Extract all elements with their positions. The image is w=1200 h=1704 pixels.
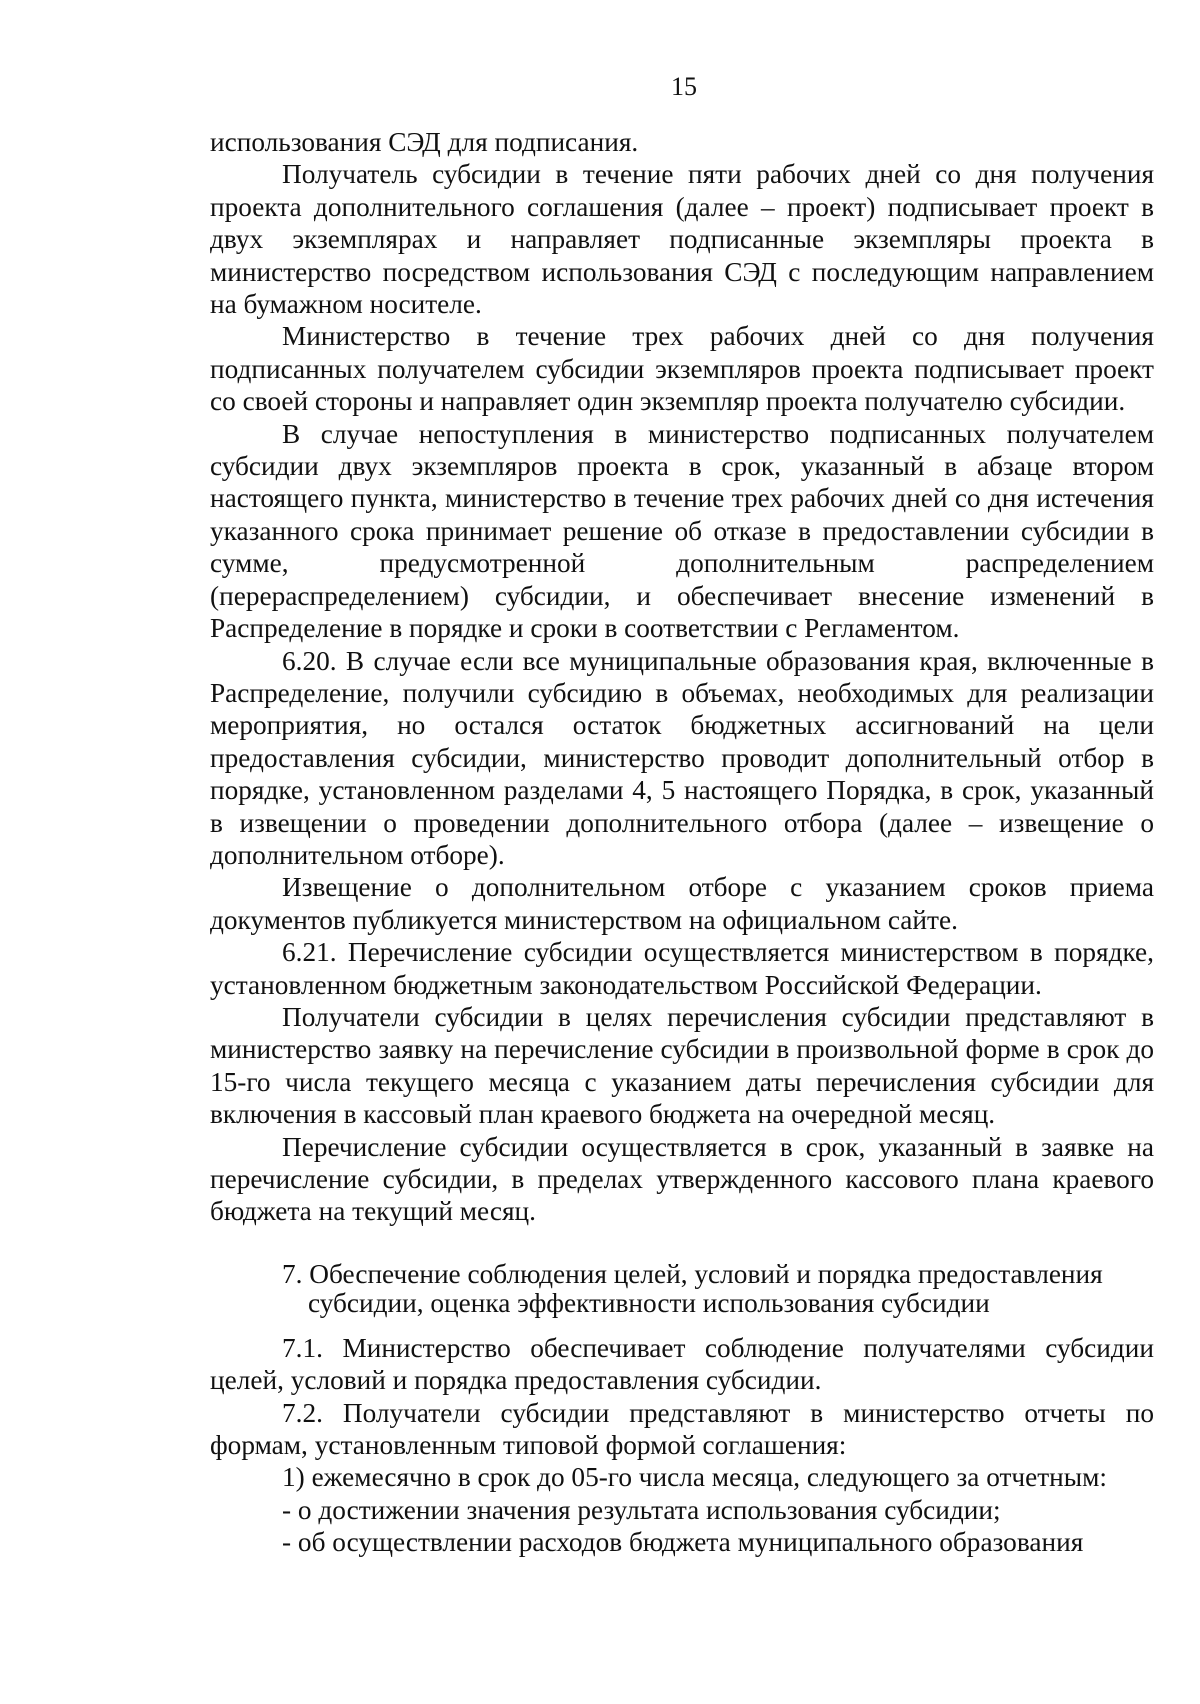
section-7-heading	[210, 1260, 1154, 1318]
page-number: 15	[671, 72, 697, 101]
paragraph-continuation: использования СЭД для подписания.	[210, 127, 639, 157]
paragraph: Получатели субсидии в целях перечисления субсидии представляют в министерство заявку на перечисление субсидии в произвольной форме в срок до 15-го числа текущего месяца с указанием даты перечисления субсидии для включения в кассовый план краевого бюджета на очередной месяц.	[210, 1001, 1154, 1130]
paragraph-7-1: 7.1. Министерство обеспечивает соблюдение получателями субсидии целей, условий и порядка предоставления субсидии.	[210, 1332, 1154, 1396]
body-text	[210, 126, 1154, 1559]
paragraph: В случае непоступления в министерство подписанных получателем субсидии двух экземпляров проекта в срок, указанный в абзаце втором настоящего пункта, министерство в течение трех рабочих дней со дня истечения указанного срока принимает решение об отказе в предоставлении субсидии в сумме, предусмотренной дополнительным распределением (перераспределением) субсидии, и обеспечивает внесение изменений в Распределение в порядке и сроки в соответствии с Регламентом.	[210, 418, 1154, 644]
section-heading-line-1: 7. Обеспечение соблюдения целей, условий и порядка предоставления	[282, 1258, 1103, 1289]
paragraph: Извещение о дополнительном отборе с указанием сроков приема документов публикуется министерством на официальном сайте.	[210, 872, 1154, 935]
list-item-dash: - об осуществлении расходов бюджета муниципального образования	[282, 1527, 1084, 1558]
paragraph: Министерство в течение трех рабочих дней со дня получения подписанных получателем субсидии экземпляров проекта подписывает проект со своей стороны и направляет один экземпляр проекта получателю субсидии.	[210, 321, 1154, 417]
paragraph: Перечисление субсидии осуществляется в срок, указанный в заявке на перечисление субсидии, в пределах утвержденного кассового плана краевого бюджета на текущий месяц.	[210, 1131, 1154, 1227]
paragraph-6-21: 6.21. Перечисление субсидии осуществляется министерством в порядке, установленном бюджетным законодательством Российской Федерации.	[210, 937, 1154, 1000]
section-heading-line-2: субсидии, оценка эффективности использования субсидии	[308, 1287, 990, 1318]
paragraph-7-2: 7.2. Получатели субсидии представляют в министерство отчеты по формам, установленным типовой формой соглашения:	[210, 1397, 1154, 1461]
paragraph-6-20: 6.20. В случае если все муниципальные образования края, включенные в Распределение, получили субсидию в объемах, необходимых для реализации мероприятия, но остался остаток бюджетных ассигнований на цели предоставления субсидии, министерство проводит дополнительный отбор в порядке, установленном разделами 4, 5 настоящего Порядка, в срок, указанный в извещении о проведении дополнительного отбора (далее – извещение о дополнительном отборе).	[210, 645, 1154, 870]
paragraph: Получатель субсидии в течение пяти рабочих дней со дня получения проекта дополнительного соглашения (далее – проект) подписывает проект в двух экземплярах и направляет подписанные экземпляры проекта в министерство посредством использования СЭД с последующим направлением на бумажном носителе.	[210, 159, 1154, 320]
list-item-dash: - о достижении значения результата использования субсидии;	[282, 1494, 1001, 1525]
list-item-monthly: 1) ежемесячно в срок до 05-го числа месяца, следующего за отчетным:	[282, 1462, 1107, 1493]
